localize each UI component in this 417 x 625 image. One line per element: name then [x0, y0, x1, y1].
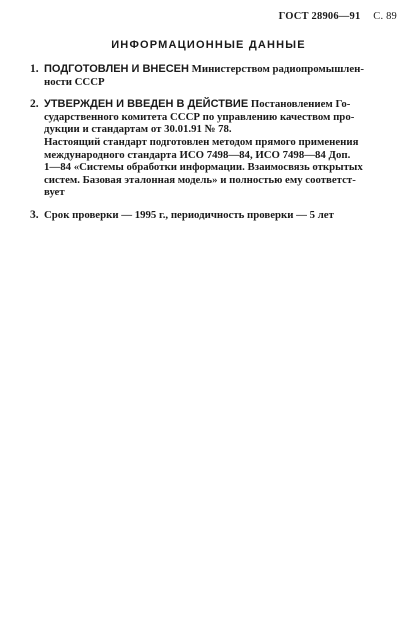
- page-number: С. 89: [373, 11, 397, 22]
- item-line: сударственного комитета СССР по управлению качеством про-: [44, 110, 355, 123]
- item-text: [44, 209, 382, 222]
- info-item-approved: [30, 98, 382, 199]
- item-line: Срок проверки — 1995 г., периодичность проверки — 5 лет: [44, 208, 334, 221]
- item-line: Постановлением Го-: [250, 98, 351, 111]
- item-text: [44, 98, 382, 199]
- item-line: систем. Базовая эталонная модель» и полностью ему соответст-: [44, 173, 356, 186]
- item-line: дукции и стандартам от 30.01.91 № 78.: [44, 123, 232, 136]
- info-item-prepared: [30, 63, 382, 88]
- item-line: ности СССР: [44, 75, 105, 88]
- item-line: вует: [44, 186, 65, 199]
- item-text: [44, 63, 382, 88]
- item-line: международного стандарта ИСО 7498—84, ИСО 7498—84 Доп.: [44, 148, 351, 161]
- info-item-review-period: [30, 209, 382, 222]
- item-number: 2.: [30, 98, 39, 111]
- item-line: Министерством радиопромышлен-: [191, 63, 364, 75]
- item-line: Настоящий стандарт подготовлен методом прямого применения: [44, 135, 359, 148]
- standard-designation: ГОСТ 28906—91: [278, 11, 361, 22]
- item-number: 3.: [30, 208, 39, 221]
- running-header: [279, 11, 397, 22]
- info-list: [30, 63, 382, 232]
- item-number: 1.: [30, 63, 39, 75]
- section-title: ИНФОРМАЦИОННЫЕ ДАННЫЕ: [111, 39, 306, 51]
- item-line: 1—84 «Системы обработки информации. Взаимосвязь открытых: [44, 161, 363, 174]
- item-lead: ПОДГОТОВЛЕН И ВНЕСЕН: [44, 63, 189, 75]
- item-lead: УТВЕРЖДЕН И ВВЕДЕН В ДЕЙСТВИЕ: [44, 98, 249, 111]
